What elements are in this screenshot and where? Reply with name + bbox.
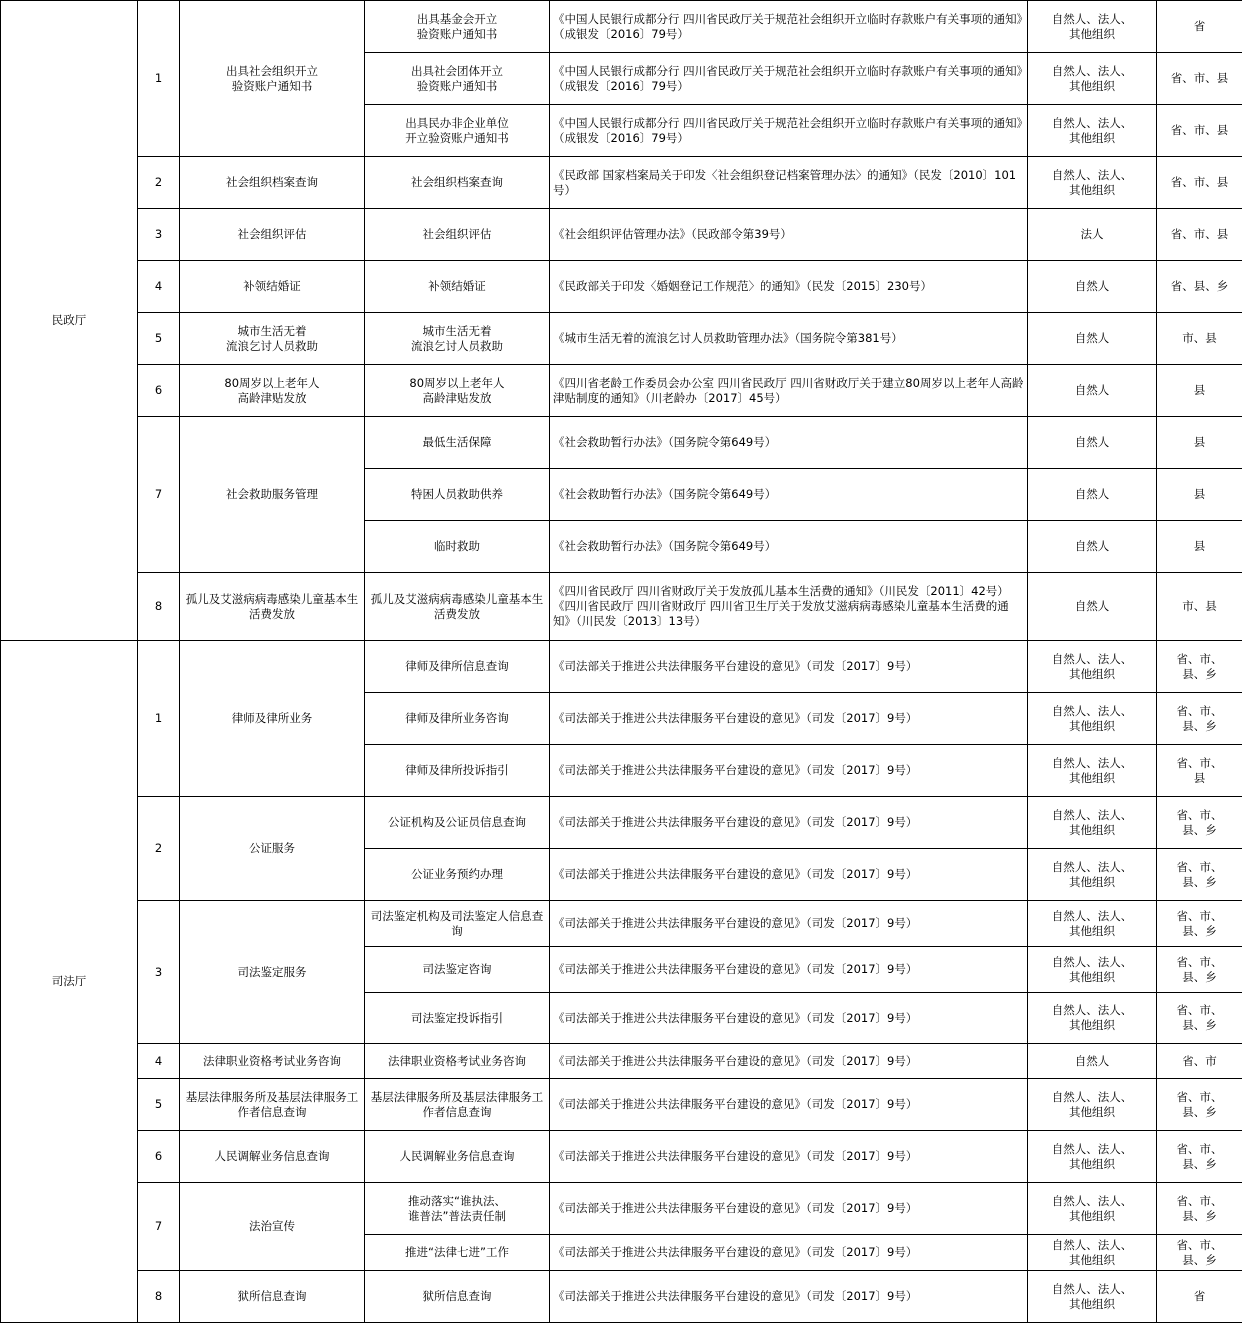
table-row — [1, 313, 1242, 365]
legal-basis-cell: 《司法部关于推进公共法律服务平台建设的意见》（司发〔2017〕9号） — [550, 1079, 1028, 1131]
item-number-cell: 3 — [138, 901, 180, 1044]
sub-item-cell: 最低生活保障 — [365, 417, 550, 469]
service-target-cell: 自然人、法人、 其他组织 — [1028, 1131, 1157, 1183]
service-item-cell: 80周岁以上老年人 高龄津贴发放 — [180, 365, 365, 417]
item-number-cell: 8 — [138, 1271, 180, 1323]
service-target-cell: 自然人 — [1028, 521, 1157, 573]
service-item-cell: 人民调解业务信息查询 — [180, 1131, 365, 1183]
table-row — [1, 1183, 1242, 1235]
sub-item-cell: 特困人员救助供养 — [365, 469, 550, 521]
service-level-cell: 省、市、县 — [1157, 53, 1242, 105]
item-number-cell: 6 — [138, 1131, 180, 1183]
sub-item-cell: 司法鉴定投诉指引 — [365, 993, 550, 1044]
service-level-cell: 省、市、 县、乡 — [1157, 693, 1242, 745]
item-number-cell: 6 — [138, 365, 180, 417]
sub-item-cell: 社会组织档案查询 — [365, 157, 550, 209]
legal-basis-cell: 《社会组织评估管理办法》（民政部令第39号） — [550, 209, 1028, 261]
sub-item-cell: 公证机构及公证员信息查询 — [365, 797, 550, 849]
legal-basis-cell: 《社会救助暂行办法》（国务院令第649号） — [550, 469, 1028, 521]
table-row — [1, 573, 1242, 641]
sub-item-cell: 狱所信息查询 — [365, 1271, 550, 1323]
sub-item-cell: 补领结婚证 — [365, 261, 550, 313]
table-row — [1, 209, 1242, 261]
service-level-cell: 省、市、 县、乡 — [1157, 993, 1242, 1044]
service-item-cell: 司法鉴定服务 — [180, 901, 365, 1044]
legal-basis-cell: 《中国人民银行成都分行 四川省民政厅关于规范社会组织开立临时存款账户有关事项的通知》（成银发〔2016〕79号） — [550, 1, 1028, 53]
table-row — [1, 1271, 1242, 1323]
table-body — [1, 1, 1242, 1323]
service-target-cell: 自然人 — [1028, 469, 1157, 521]
service-target-cell: 自然人、法人、 其他组织 — [1028, 53, 1157, 105]
legal-basis-cell: 《司法部关于推进公共法律服务平台建设的意见》（司发〔2017〕9号） — [550, 993, 1028, 1044]
legal-basis-cell: 《司法部关于推进公共法律服务平台建设的意见》（司发〔2017〕9号） — [550, 947, 1028, 993]
service-target-cell: 自然人 — [1028, 365, 1157, 417]
service-item-cell: 律师及律所业务 — [180, 641, 365, 797]
table-row — [1, 365, 1242, 417]
service-target-cell: 自然人、法人、 其他组织 — [1028, 1079, 1157, 1131]
service-target-cell: 自然人、法人、 其他组织 — [1028, 157, 1157, 209]
item-number-cell: 2 — [138, 157, 180, 209]
table-row — [1, 1079, 1242, 1131]
item-number-cell: 5 — [138, 1079, 180, 1131]
sub-item-cell: 公证业务预约办理 — [365, 849, 550, 901]
service-level-cell: 省、市 — [1157, 1044, 1242, 1079]
service-target-cell: 自然人、法人、 其他组织 — [1028, 849, 1157, 901]
service-level-cell: 省、市、 县、乡 — [1157, 1079, 1242, 1131]
sub-item-cell: 推进“法律七进”工作 — [365, 1235, 550, 1271]
legal-basis-cell: 《司法部关于推进公共法律服务平台建设的意见》（司发〔2017〕9号） — [550, 1183, 1028, 1235]
legal-basis-cell: 《司法部关于推进公共法律服务平台建设的意见》（司发〔2017〕9号） — [550, 1131, 1028, 1183]
service-level-cell: 省 — [1157, 1271, 1242, 1323]
table-row — [1, 261, 1242, 313]
service-target-cell: 自然人、法人、 其他组织 — [1028, 1235, 1157, 1271]
legal-basis-cell: 《城市生活无着的流浪乞讨人员救助管理办法》（国务院令第381号） — [550, 313, 1028, 365]
sub-item-cell: 出具社会团体开立 验资账户通知书 — [365, 53, 550, 105]
service-target-cell: 自然人、法人、 其他组织 — [1028, 901, 1157, 947]
table-row — [1, 417, 1242, 469]
sub-item-cell: 社会组织评估 — [365, 209, 550, 261]
sub-item-cell: 推动落实“谁执法、 谁普法”普法责任制 — [365, 1183, 550, 1235]
service-target-cell: 自然人 — [1028, 417, 1157, 469]
item-number-cell: 7 — [138, 1183, 180, 1271]
service-level-cell: 市、县 — [1157, 313, 1242, 365]
service-target-cell: 自然人、法人、 其他组织 — [1028, 1271, 1157, 1323]
service-target-cell: 自然人 — [1028, 573, 1157, 641]
sub-item-cell: 法律职业资格考试业务咨询 — [365, 1044, 550, 1079]
service-target-cell: 自然人 — [1028, 313, 1157, 365]
service-target-cell: 自然人、法人、 其他组织 — [1028, 947, 1157, 993]
service-item-cell: 出具社会组织开立 验资账户通知书 — [180, 1, 365, 157]
legal-basis-cell: 《社会救助暂行办法》（国务院令第649号） — [550, 417, 1028, 469]
service-level-cell: 县 — [1157, 521, 1242, 573]
item-number-cell: 7 — [138, 417, 180, 573]
service-level-cell: 省、市、 县、乡 — [1157, 947, 1242, 993]
legal-basis-cell: 《中国人民银行成都分行 四川省民政厅关于规范社会组织开立临时存款账户有关事项的通知》（成银发〔2016〕79号） — [550, 53, 1028, 105]
service-target-cell: 法人 — [1028, 209, 1157, 261]
sub-item-cell: 城市生活无着 流浪乞讨人员救助 — [365, 313, 550, 365]
legal-basis-cell: 《中国人民银行成都分行 四川省民政厅关于规范社会组织开立临时存款账户有关事项的通知》（成银发〔2016〕79号） — [550, 105, 1028, 157]
legal-basis-cell: 《四川省老龄工作委员会办公室 四川省民政厅 四川省财政厅关于建立80周岁以上老年人高龄津贴制度的通知》（川老龄办〔2017〕45号） — [550, 365, 1028, 417]
legal-basis-cell: 《民政部 国家档案局关于印发〈社会组织登记档案管理办法〉的通知》（民发〔2010〕101号） — [550, 157, 1028, 209]
service-target-cell: 自然人 — [1028, 1044, 1157, 1079]
service-target-cell: 自然人、法人、 其他组织 — [1028, 1183, 1157, 1235]
service-level-cell: 省、市、县 — [1157, 105, 1242, 157]
service-item-cell: 城市生活无着 流浪乞讨人员救助 — [180, 313, 365, 365]
service-level-cell: 省、市、县 — [1157, 209, 1242, 261]
sub-item-cell: 律师及律所业务咨询 — [365, 693, 550, 745]
sub-item-cell: 80周岁以上老年人 高龄津贴发放 — [365, 365, 550, 417]
service-level-cell: 省、市、 县、乡 — [1157, 641, 1242, 693]
service-level-cell: 县 — [1157, 365, 1242, 417]
service-level-cell: 省、市、 县、乡 — [1157, 1235, 1242, 1271]
table-row — [1, 901, 1242, 947]
legal-basis-cell: 《司法部关于推进公共法律服务平台建设的意见》（司发〔2017〕9号） — [550, 693, 1028, 745]
item-number-cell: 3 — [138, 209, 180, 261]
service-target-cell: 自然人、法人、 其他组织 — [1028, 993, 1157, 1044]
service-level-cell: 省、市、 县、乡 — [1157, 1183, 1242, 1235]
service-level-cell: 县 — [1157, 469, 1242, 521]
service-item-cell: 公证服务 — [180, 797, 365, 901]
legal-basis-cell: 《司法部关于推进公共法律服务平台建设的意见》（司发〔2017〕9号） — [550, 849, 1028, 901]
service-item-cell: 法治宣传 — [180, 1183, 365, 1271]
legal-basis-cell: 《司法部关于推进公共法律服务平台建设的意见》（司发〔2017〕9号） — [550, 1235, 1028, 1271]
service-item-cell: 社会救助服务管理 — [180, 417, 365, 573]
service-target-cell: 自然人、法人、 其他组织 — [1028, 641, 1157, 693]
item-number-cell: 1 — [138, 1, 180, 157]
service-item-cell: 基层法律服务所及基层法律服务工作者信息查询 — [180, 1079, 365, 1131]
service-level-cell: 省、市、 县、乡 — [1157, 849, 1242, 901]
service-item-cell: 孤儿及艾滋病病毒感染儿童基本生活费发放 — [180, 573, 365, 641]
service-level-cell: 县 — [1157, 417, 1242, 469]
department-cell: 司法厅 — [1, 641, 138, 1323]
item-number-cell: 4 — [138, 1044, 180, 1079]
legal-basis-cell: 《四川省民政厅 四川省财政厅关于发放孤儿基本生活费的通知》（川民发〔2011〕42号） 《四川省民政厅 四川省财政厅 四川省卫生厅关于发放艾滋病病毒感染儿童基本生活费的通知》（川民发〔2013〕13号） — [550, 573, 1028, 641]
sub-item-cell: 司法鉴定机构及司法鉴定人信息查询 — [365, 901, 550, 947]
item-number-cell: 2 — [138, 797, 180, 901]
table-row — [1, 157, 1242, 209]
department-cell: 民政厅 — [1, 1, 138, 641]
service-item-cell: 狱所信息查询 — [180, 1271, 365, 1323]
legal-basis-cell: 《司法部关于推进公共法律服务平台建设的意见》（司发〔2017〕9号） — [550, 745, 1028, 797]
service-item-cell: 社会组织档案查询 — [180, 157, 365, 209]
sub-item-cell: 出具基金会开立 验资账户通知书 — [365, 1, 550, 53]
sub-item-cell: 律师及律所投诉指引 — [365, 745, 550, 797]
service-level-cell: 省、市、 县、乡 — [1157, 797, 1242, 849]
service-target-cell: 自然人、法人、 其他组织 — [1028, 797, 1157, 849]
legal-basis-cell: 《社会救助暂行办法》（国务院令第649号） — [550, 521, 1028, 573]
table-row — [1, 797, 1242, 849]
service-item-cell: 补领结婚证 — [180, 261, 365, 313]
legal-basis-cell: 《民政部关于印发〈婚姻登记工作规范〉的通知》（民发〔2015〕230号） — [550, 261, 1028, 313]
sub-item-cell: 人民调解业务信息查询 — [365, 1131, 550, 1183]
table-row — [1, 1131, 1242, 1183]
service-level-cell: 省 — [1157, 1, 1242, 53]
item-number-cell: 5 — [138, 313, 180, 365]
sub-item-cell: 临时救助 — [365, 521, 550, 573]
service-level-cell: 省、市、 县 — [1157, 745, 1242, 797]
legal-basis-cell: 《司法部关于推进公共法律服务平台建设的意见》（司发〔2017〕9号） — [550, 1044, 1028, 1079]
item-number-cell: 8 — [138, 573, 180, 641]
service-target-cell: 自然人 — [1028, 261, 1157, 313]
sub-item-cell: 律师及律所信息查询 — [365, 641, 550, 693]
service-target-cell: 自然人、法人、 其他组织 — [1028, 745, 1157, 797]
legal-basis-cell: 《司法部关于推进公共法律服务平台建设的意见》（司发〔2017〕9号） — [550, 1271, 1028, 1323]
service-target-cell: 自然人、法人、 其他组织 — [1028, 1, 1157, 53]
legal-basis-cell: 《司法部关于推进公共法律服务平台建设的意见》（司发〔2017〕9号） — [550, 901, 1028, 947]
service-level-cell: 省、市、县 — [1157, 157, 1242, 209]
service-item-cell: 法律职业资格考试业务咨询 — [180, 1044, 365, 1079]
sub-item-cell: 基层法律服务所及基层法律服务工作者信息查询 — [365, 1079, 550, 1131]
sub-item-cell: 孤儿及艾滋病病毒感染儿童基本生活费发放 — [365, 573, 550, 641]
sub-item-cell: 司法鉴定咨询 — [365, 947, 550, 993]
table-row — [1, 1, 1242, 53]
table-row — [1, 1044, 1242, 1079]
item-number-cell: 1 — [138, 641, 180, 797]
service-target-cell: 自然人、法人、 其他组织 — [1028, 105, 1157, 157]
sub-item-cell: 出具民办非企业单位 开立验资账户通知书 — [365, 105, 550, 157]
table-row — [1, 641, 1242, 693]
service-level-cell: 市、县 — [1157, 573, 1242, 641]
item-number-cell: 4 — [138, 261, 180, 313]
legal-basis-cell: 《司法部关于推进公共法律服务平台建设的意见》（司发〔2017〕9号） — [550, 797, 1028, 849]
legal-basis-cell: 《司法部关于推进公共法律服务平台建设的意见》（司发〔2017〕9号） — [550, 641, 1028, 693]
service-level-cell: 省、县、乡 — [1157, 261, 1242, 313]
service-target-cell: 自然人、法人、 其他组织 — [1028, 693, 1157, 745]
service-item-cell: 社会组织评估 — [180, 209, 365, 261]
service-level-cell: 省、市、 县、乡 — [1157, 901, 1242, 947]
service-level-cell: 省、市、 县、乡 — [1157, 1131, 1242, 1183]
